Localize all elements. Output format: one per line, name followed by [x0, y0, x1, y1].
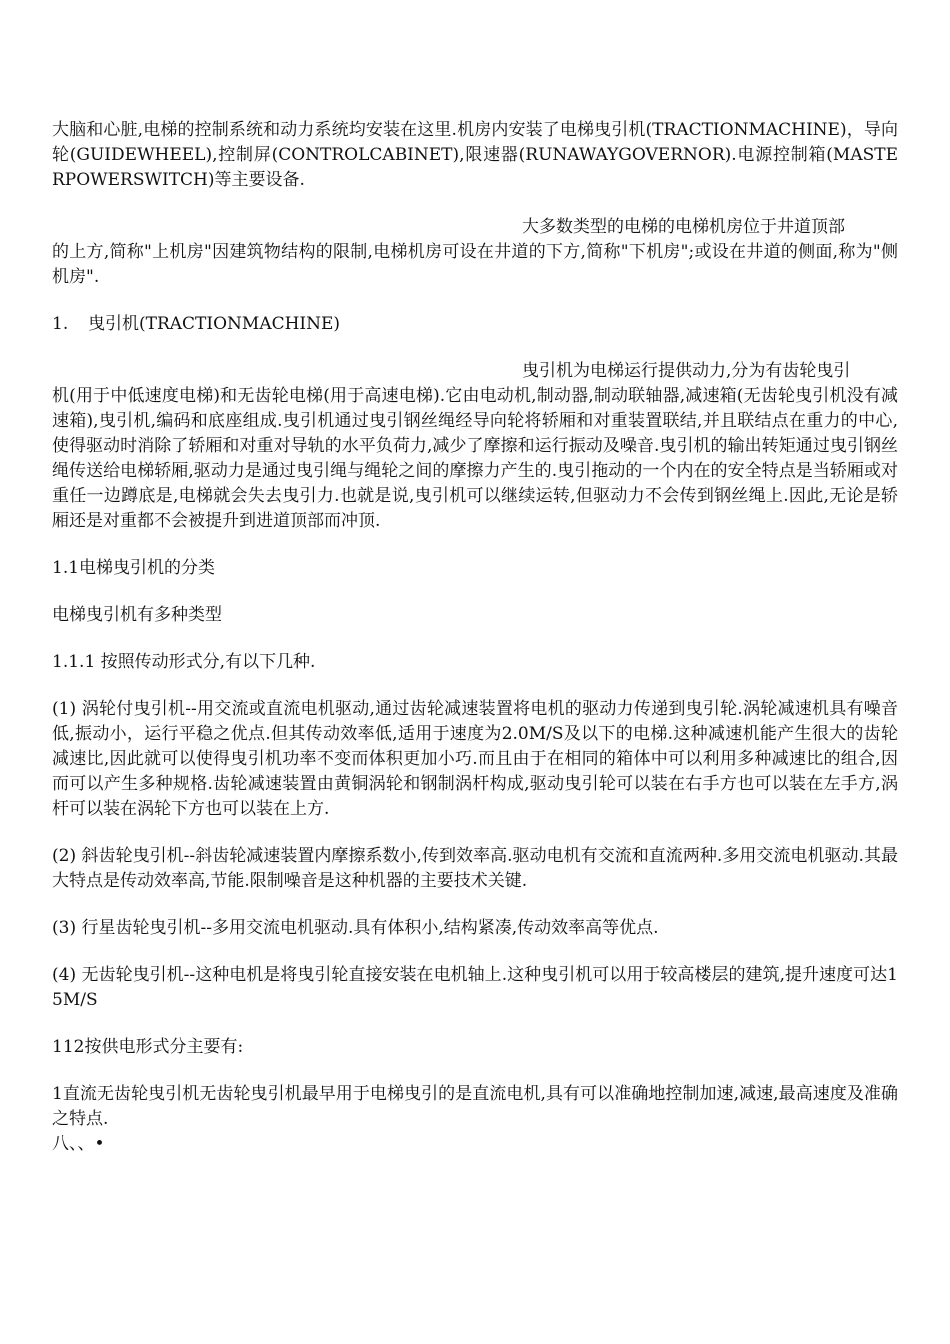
subsection-heading-power-supply: 112按供电形式分主要有:	[52, 1037, 244, 1057]
list-item-planetary-gear: (3) 行星齿轮曳引机--多用交流电机驱动.具有体积小,结构紧凑,传动效率高等优点.	[52, 918, 659, 938]
subsection-heading-classification: 1.1电梯曳引机的分类	[52, 558, 216, 578]
list-item-dc-gearless: 1直流无齿轮曳引机无齿轮曳引机最早用于电梯曳引的是直流电机,具有可以准确地控制加速,减速,最高速度及准确之特点.	[52, 1084, 898, 1129]
subsection-heading-transmission: 1.1.1 按照传动形式分,有以下几种.	[52, 652, 316, 672]
section-heading-traction-machine	[52, 312, 898, 337]
list-item-helical-gear: (2) 斜齿轮曳引机--斜齿轮减速装置内摩擦系数小,传到效率高.驱动电机有交流和直流两种.多用交流电机驱动.其最大特点是传动效率高,节能.限制噪音是这种机器的主要技术关键.	[52, 846, 898, 891]
traction-machine-lead: 曳引机为电梯运行提供动力,分为有齿轮曳引	[522, 361, 851, 381]
machine-room-paragraph: 的上方,简称"上机房"因建筑物结构的限制,电梯机房可设在井道的下方,简称"下机房";或设在井道的侧面,称为"侧机房".	[52, 242, 898, 287]
machine-room-lead: 大多数类型的电梯的电梯机房位于井道顶部	[522, 217, 845, 237]
section-title: 曳引机(TRACTIONMACHINE)	[88, 314, 341, 334]
trailing-fragment: 八、、•	[52, 1134, 105, 1154]
document-page	[52, 118, 898, 1179]
section-number: 1.	[52, 314, 69, 334]
traction-machine-paragraph: 机(用于中低速度电梯)和无齿轮电梯(用于高速电梯).它由电动机,制动器,制动联轴器,减速箱(无齿轮曳引机没有减速箱),曳引机,编码和底座组成.曳引机通过曳引钢丝绳经导向轮将轿厢和对重装置联结,并且联结点在重力的中心,使得驱动时消除了轿厢和对重对导轨的水平负荷力,减少了摩擦和运行振动及噪音.曳引机的输出转矩通过曳引钢丝绳传送给电梯轿厢,驱动力是通过曳引绳与绳轮之间的摩擦力产生的.曳引拖动的一个内在的安全特点是当轿厢或对重任一边蹲底是,电梯就会失去曳引力.也就是说,曳引机可以继续运转,但驱动力不会传到钢丝绳上.因此,无论是轿厢还是对重都不会被提升到进道顶部而冲顶.	[52, 386, 898, 531]
intro-paragraph: 大脑和心脏,电梯的控制系统和动力系统均安装在这里.机房内安装了电梯曳引机(TRACTIONMACHINE)，导向轮(GUIDEWHEEL),控制屏(CONTROLCABINET),限速器(RUNAWAYGOVERNOR).电源控制箱(MASTERPOWERSWITCH)等主要设备.	[52, 120, 898, 190]
types-intro: 电梯曳引机有多种类型	[52, 605, 222, 625]
list-item-worm-gear: (1) 涡轮付曳引机--用交流或直流电机驱动,通过齿轮减速装置将电机的驱动力传递到曳引轮.涡轮减速机具有噪音低,振动小，运行平稳之优点.但其传动效率低,适用于速度为2.0M/S及以下的电梯.这种减速机能产生很大的齿轮减速比,因此就可以使得曳引机功率不变而体积更加小巧.而且由于在相同的箱体中可以利用多种减速比的组合,因而可以产生多种规格.齿轮减速装置由黄铜涡轮和钢制涡杆构成,驱动曳引轮可以装在右手方也可以装在左手方,涡杆可以装在涡轮下方也可以装在上方.	[52, 699, 898, 819]
list-item-gearless: (4) 无齿轮曳引机--这种电机是将曳引轮直接安装在电机轴上.这种曳引机可以用于较高楼层的建筑,提升速度可达15M/S	[52, 965, 898, 1010]
